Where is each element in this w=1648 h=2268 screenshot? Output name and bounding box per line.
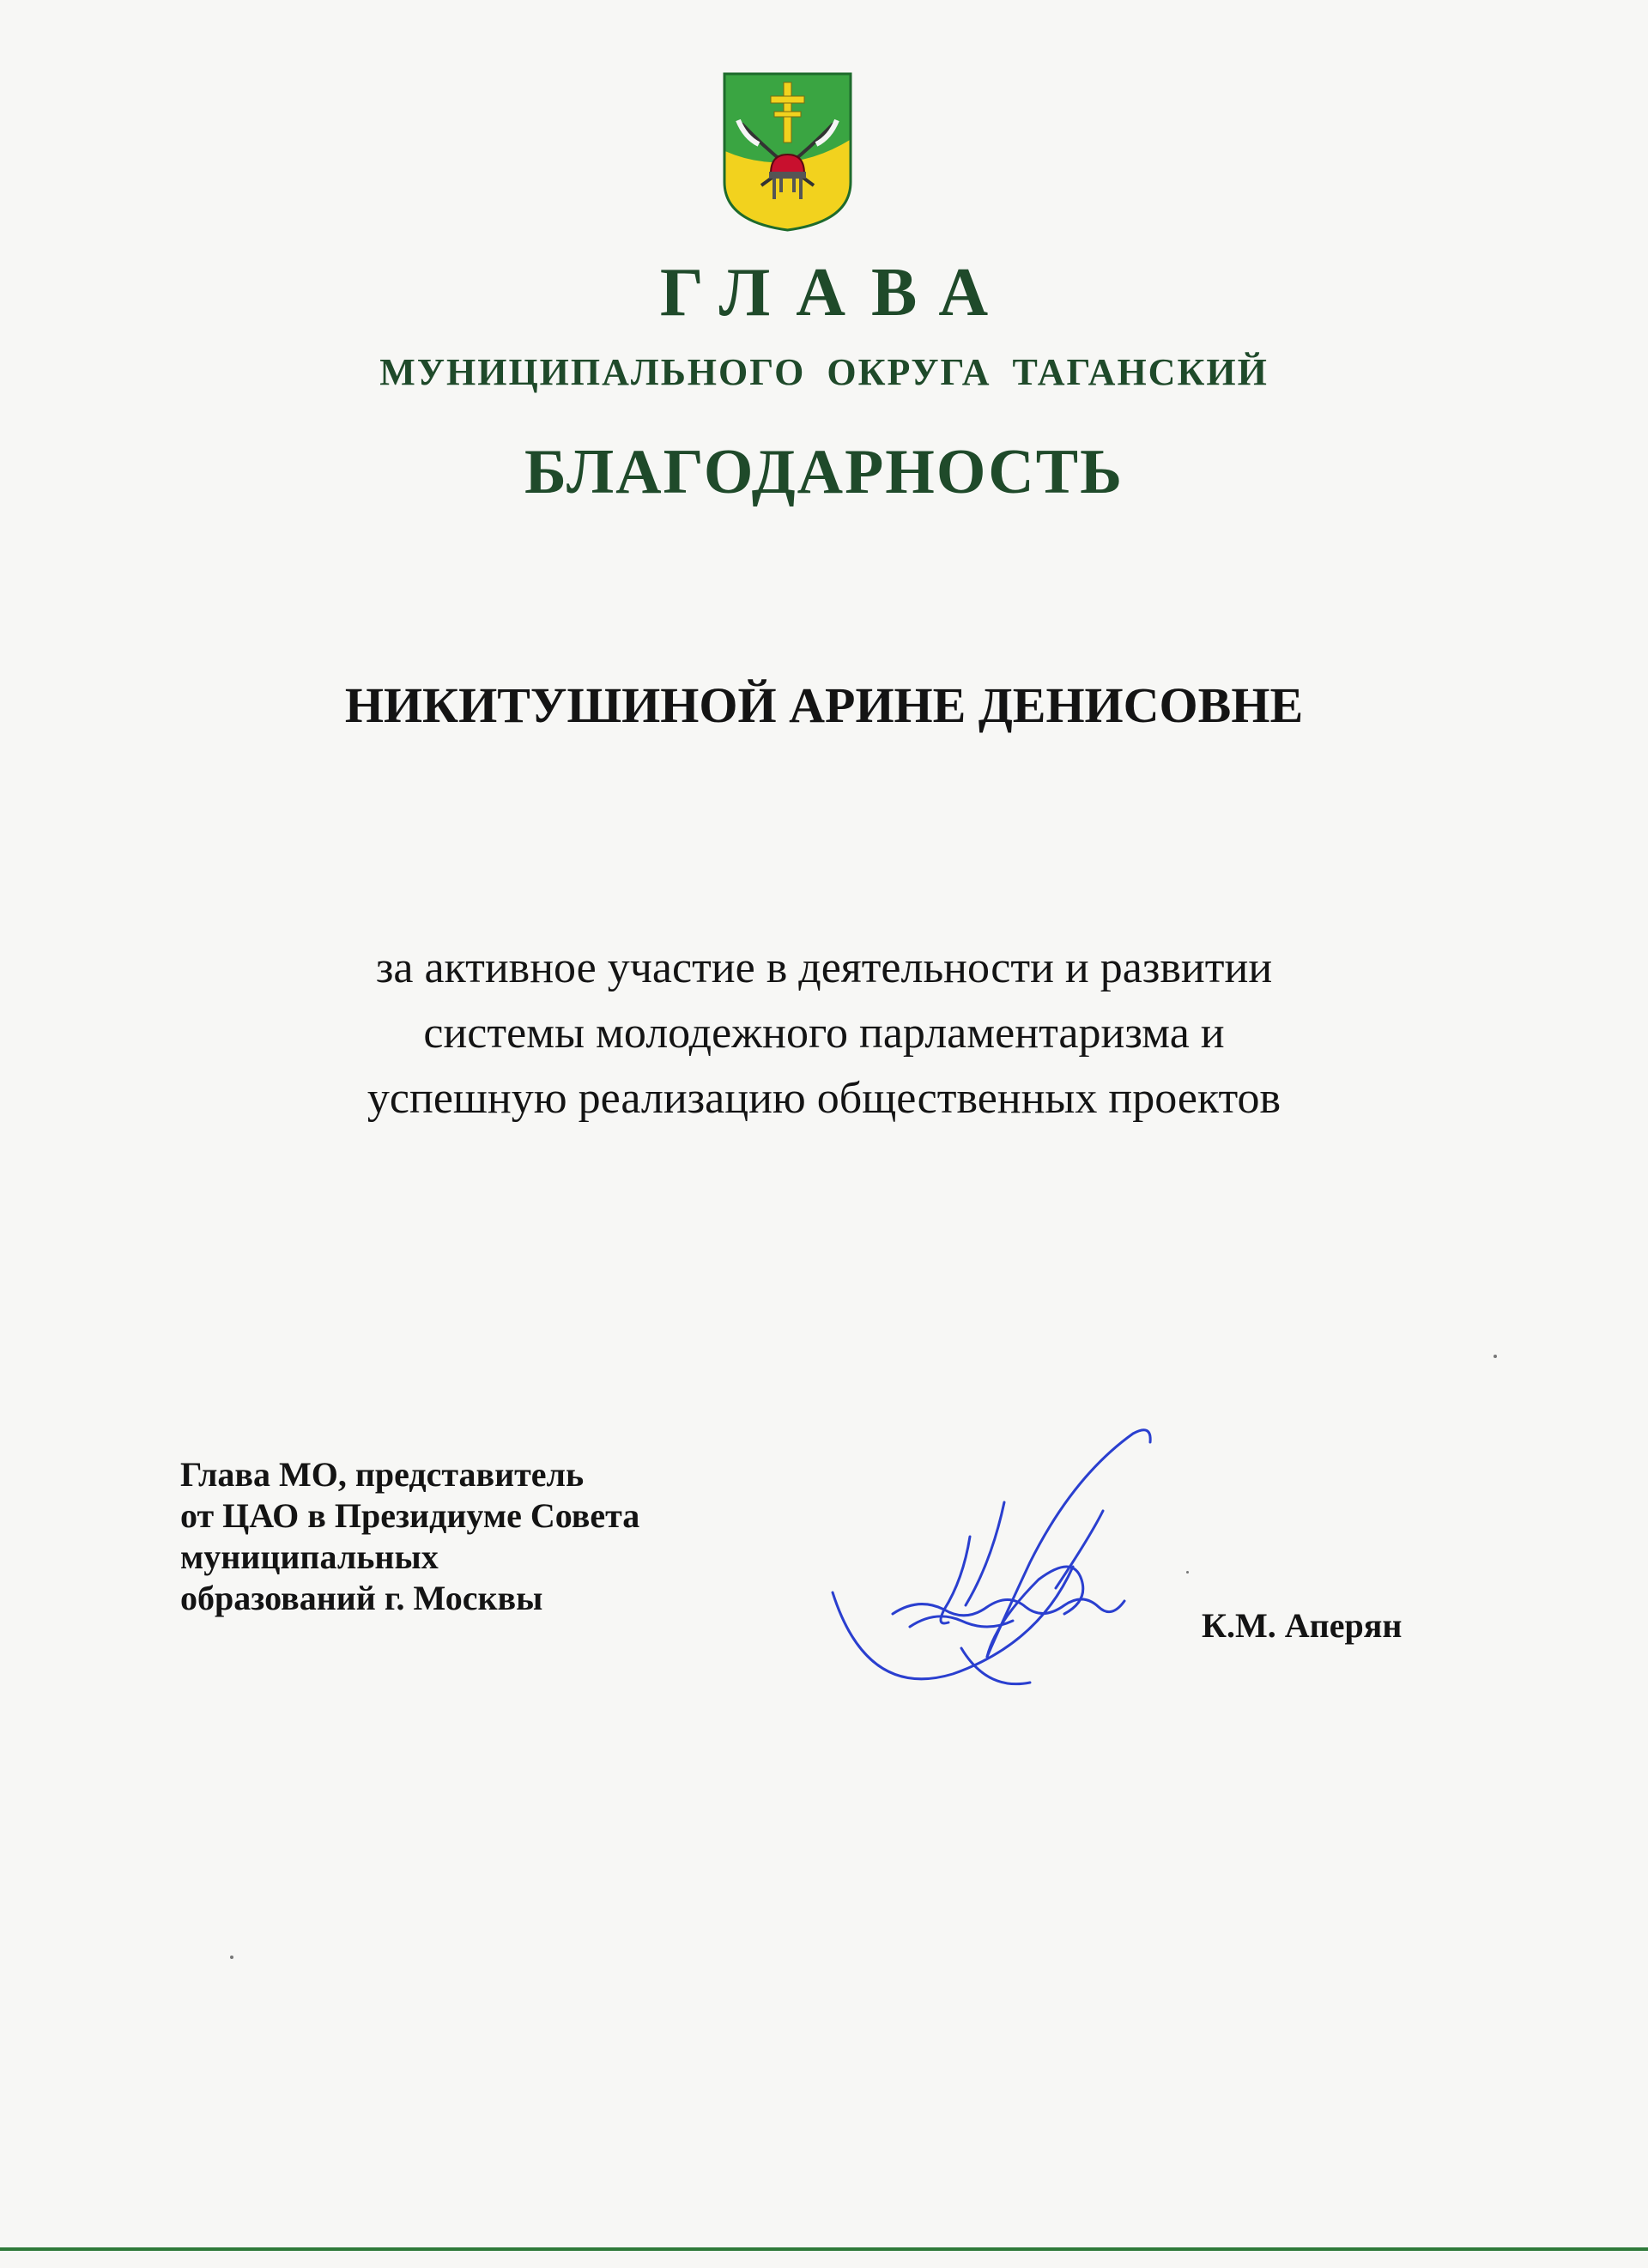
signer-title <box>180 1454 639 1619</box>
award-reason <box>0 936 1648 1131</box>
reason-line: системы молодежного парламентаризма и <box>423 1009 1225 1058</box>
recipient-name: НИКИТУШИНОЙ АРИНЕ ДЕНИСОВНЕ <box>344 677 1304 733</box>
scan-speck <box>1494 1355 1497 1358</box>
heading-glava: ГЛАВА <box>659 255 1015 330</box>
signer-title-line: образований г. Москвы <box>180 1579 543 1617</box>
reason-line: за активное участие в деятельности и развитии <box>375 943 1273 992</box>
signer-title-line: от ЦАО в Президиуме Совета <box>180 1496 640 1535</box>
signer-name: К.М. Аперян <box>1202 1606 1403 1645</box>
signer-title-line: муниципальных <box>180 1537 439 1576</box>
handwritten-signature-icon <box>815 1416 1210 1700</box>
reason-line: успешную реализацию общественных проектов <box>367 1074 1281 1123</box>
scan-speck <box>230 1956 233 1959</box>
municipal-coat-of-arms-icon <box>721 70 854 233</box>
document-type-title: БЛАГОДАРНОСТЬ <box>524 437 1124 507</box>
heading-municipal-district: МУНИЦИПАЛЬНОГО ОКРУГА ТАГАНСКИЙ <box>379 351 1269 393</box>
scan-speck <box>1186 1571 1189 1574</box>
signer-title-line: Глава МО, представитель <box>180 1455 585 1494</box>
bottom-edge-line <box>0 2247 1648 2251</box>
